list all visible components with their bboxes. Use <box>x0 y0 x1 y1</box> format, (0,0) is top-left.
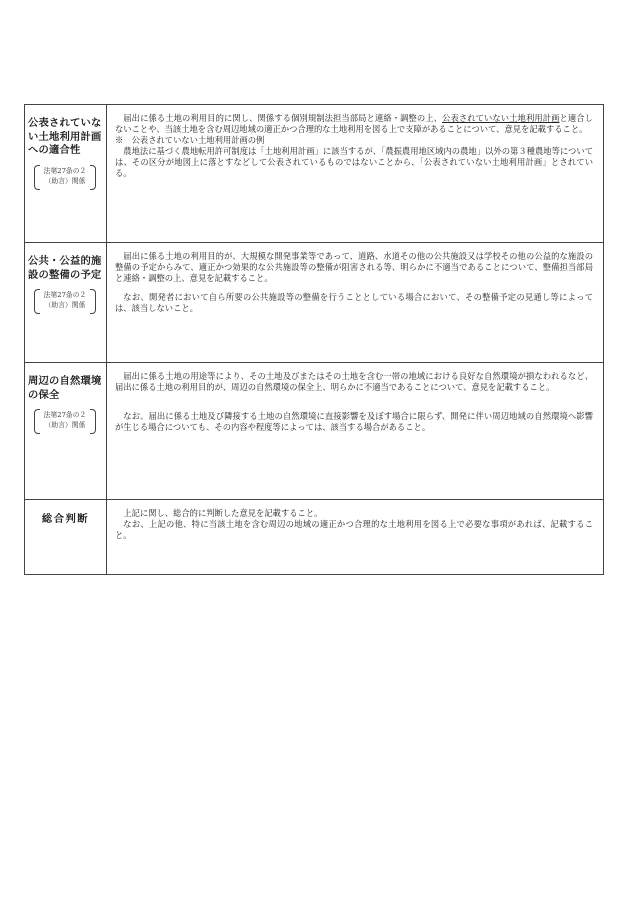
paragraph: なお、開発者において自ら所要の公共施設等の整備を行うこととしている場合において、その整備予定の見通し等によっては、該当しないこと。 <box>115 292 593 313</box>
row-label-cell <box>25 105 107 243</box>
paragraph: なお、届出に係る土地及び隣接する土地の自然環境に直接影響を及ぼす場合に限らず、開発に伴い周辺地域の自然環境へ影響が生じる場合についても、その内容や程度等によっては、該当する場合があること。 <box>115 411 593 432</box>
right-bracket <box>90 409 96 434</box>
right-bracket <box>90 165 96 190</box>
law-article: 法第27条の２ <box>43 166 87 175</box>
table-row <box>25 500 604 575</box>
paragraph: 上記に関し、総合的に判断した意見を記載すること。 <box>123 508 323 518</box>
law-relation: （助言）関係 <box>44 301 86 309</box>
paragraph: なお、上記の他、特に当該土地を含む周辺の地域の適正かつ合理的な土地利用を図る上で必要な事項があれば、記載すること。 <box>115 519 593 540</box>
law-article: 法第27条の２ <box>43 411 87 419</box>
underlined-term: 公表されていない土地利用計画 <box>442 113 560 123</box>
row-content-cell <box>107 243 604 363</box>
law-reference <box>34 290 96 313</box>
table-row <box>25 363 604 500</box>
left-bracket <box>34 165 40 190</box>
row-label: 総合判断 <box>41 513 90 525</box>
law-article: 法第27条の２ <box>43 291 87 299</box>
law-reference <box>34 166 96 189</box>
right-bracket <box>90 289 96 314</box>
left-bracket <box>34 289 40 314</box>
row-content-cell <box>107 500 604 575</box>
guidance-table-container <box>24 104 603 575</box>
row-label: 公表されていない土地利用計画への適合性 <box>28 117 102 156</box>
row-label-cell <box>25 363 107 500</box>
note-heading: ※ 公表されていない土地利用計画の例 <box>115 135 265 145</box>
left-bracket <box>34 409 40 434</box>
row-label: 公共・公益的施設の整備の予定 <box>28 255 102 281</box>
paragraph <box>115 113 593 135</box>
paragraph: 届出に係る土地の用途等により、その土地及びまたはその土地を含む一帯の地域における良好な自然環境が損なわれるなど、届出に係る土地の利用目的が、周辺の自然環境の保全上、明らかに不適当であることについて、意見を記載すること。 <box>115 371 593 392</box>
law-relation: （助言）関係 <box>44 176 86 185</box>
law-reference <box>34 410 96 433</box>
table-row <box>25 243 604 363</box>
row-content-cell <box>107 363 604 500</box>
row-label-cell <box>25 243 107 363</box>
table-row <box>25 105 604 243</box>
law-relation: （助言）関係 <box>44 421 86 429</box>
text-span: と適合しないことや、当該土地を含む周辺地域の適正かつ合理的な土地利用を図る上で支障があることについて、意見を記載すること。 <box>115 113 593 134</box>
row-content-cell <box>107 105 604 243</box>
row-label: 周辺の自然環境の保全 <box>28 375 102 401</box>
guidance-table <box>24 104 604 575</box>
note-body: 農地法に基づく農地転用許可制度は「土地利用計画」に該当するが、「農振農用地区域内の農地」以外の第３種農地等については、その区分が地図上に落とすなどして公表されているものではないことから、「公表されていない土地利用計画」とされている。 <box>115 146 593 178</box>
row-label-cell <box>25 500 107 575</box>
paragraph: 届出に係る土地の利用目的が、大規模な開発事業等であって、道路、水道その他の公共施設又は学校その他の公益的な施設の整備の予定からみて、適正かつ効果的な公共施設等の整備が阻害される等、明らかに不適当であることについて、整備担当部局と連絡・調整の上、意見を記載すること。 <box>115 251 593 283</box>
text-span: 届出に係る土地の利用目的に関し、関係する個別規制法担当部局と連絡・調整の上、 <box>123 113 443 123</box>
